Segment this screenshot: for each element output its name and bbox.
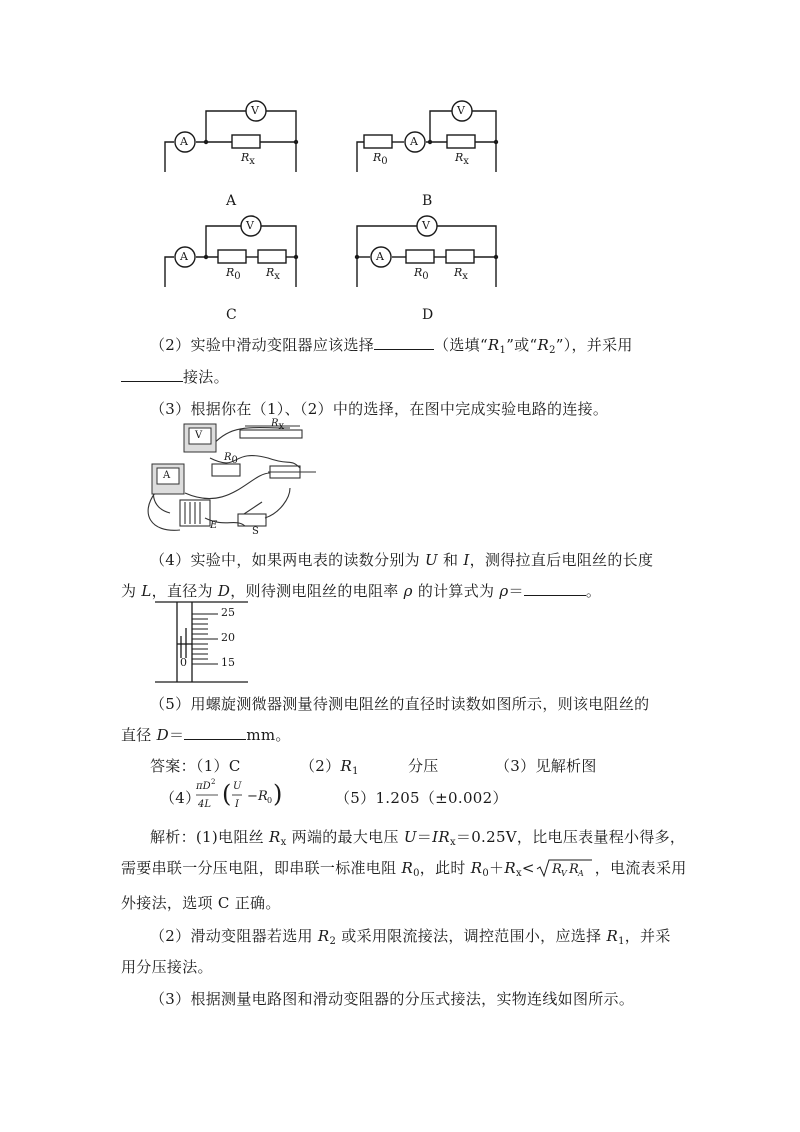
question-3-text: （3）根据你在（1）、（2）中的选择，在图中完成实验电路的连接。 — [150, 400, 609, 418]
r0-label: $R_0$ — [373, 151, 388, 167]
svg-text:I: I — [235, 799, 239, 810]
micrometer-tick-20: 20 — [221, 631, 235, 644]
r0-label: $R_0$ — [414, 266, 429, 282]
svg-text:2: 2 — [211, 778, 216, 786]
analysis-line-1: 解析：(1)电阻丝 $R_x$ 两端的最大电压 $U=IR_x=0.25V$，比电压表量程小得多， — [150, 828, 686, 848]
rx-label: $R_x$ — [454, 266, 468, 282]
svg-text:0: 0 — [267, 796, 273, 805]
svg-text:(: ( — [222, 780, 232, 808]
circuit-diagrams — [0, 0, 800, 330]
question-2-line-2: 接法。 — [121, 366, 229, 387]
answer-line-1: 答案：（1）C — [150, 757, 241, 775]
answer-2: $(2)R_1$ — [300, 757, 359, 777]
question-4-line-2: 为 L，直径为 D，则待测电阻丝的电阻率 ρ 的计算式为 ρ＝ 。 — [121, 582, 602, 600]
analysis-line-6: （3）根据测量电路图和滑动变阻器的分压式接法，实物连线如图所示。 — [150, 990, 635, 1008]
question-5-line-2: 直径 D＝ mm。 — [121, 726, 291, 744]
question-5-line-1: （5）用螺旋测微器测量待测电阻丝的直径时读数如图所示，则该电阻丝的 — [150, 695, 650, 713]
meter-v-label: V — [251, 104, 259, 117]
answer-5: （5）1.205（±0.002） — [335, 789, 508, 807]
svg-text:V: V — [560, 869, 567, 878]
option-b-label: B — [422, 193, 433, 209]
svg-text:A: A — [577, 869, 584, 878]
apparatus-v-label: V — [195, 430, 203, 441]
question-2-line-1: （2）实验中滑动变阻器应该选择 （选填“$R_1$”或“$R_2$”），并采用 — [150, 336, 633, 356]
meter-v-label: V — [422, 219, 430, 232]
micrometer-tick-15: 15 — [221, 656, 235, 669]
svg-text:R: R — [258, 789, 268, 804]
svg-text:πD: πD — [196, 781, 211, 792]
sqrt-rv-ra-formula — [535, 858, 595, 878]
analysis-line-4: （2）滑动变阻器若选用 $R_2$ 或采用限流接法，调控范围小，应选择 $R_1$，并采 — [150, 927, 671, 947]
svg-text:): ) — [273, 780, 283, 808]
rx-label: $R_x$ — [266, 266, 280, 282]
meter-a-label: A — [410, 135, 418, 148]
micrometer-zero: 0 — [180, 656, 187, 669]
r0-label: $R_0$ — [226, 266, 241, 282]
analysis-line-5: 用分压接法。 — [121, 958, 213, 976]
meter-v-label: V — [246, 219, 254, 232]
micrometer-reading — [150, 600, 270, 684]
answer-4-label: （4） — [160, 789, 201, 807]
rx-label: $R_x$ — [241, 151, 255, 167]
option-a-label: A — [226, 193, 237, 209]
apparatus-a-label: A — [163, 470, 171, 481]
answer-2-mode: 分压 — [408, 757, 439, 775]
option-c-label: C — [226, 307, 237, 323]
analysis-line-2: 需要串联一分压电阻，即串联一标准电阻 $R_0$，此时 $R_0+R_x<$ R V R A ，电流表采用 — [121, 859, 687, 879]
meter-a-label: A — [180, 135, 188, 148]
apparatus-r0-label: $R_0$ — [224, 452, 238, 466]
option-d-label: D — [422, 307, 434, 323]
apparatus-e-label: E — [210, 520, 218, 531]
meter-a-label: A — [376, 250, 384, 263]
question-4-line-1: （4）实验中，如果两电表的读数分别为 U 和 I，测得拉直后电阻丝的长度 — [150, 551, 654, 569]
micrometer-tick-25: 25 — [221, 606, 235, 619]
apparatus-s-label: S — [252, 526, 259, 537]
analysis-line-3: 外接法，选项 C 正确。 — [121, 894, 281, 912]
answer-3: （3）见解析图 — [495, 757, 597, 775]
answer-4-formula — [194, 776, 284, 816]
apparatus-rx-label: $R_x$ — [271, 418, 285, 432]
svg-text:R: R — [568, 862, 579, 877]
svg-text:4L: 4L — [198, 799, 212, 810]
svg-text:−: − — [247, 789, 258, 804]
svg-text:R: R — [551, 862, 562, 877]
rx-label: $R_x$ — [455, 151, 469, 167]
svg-text:U: U — [233, 781, 242, 792]
meter-a-label: A — [180, 250, 188, 263]
meter-v-label: V — [457, 104, 465, 117]
